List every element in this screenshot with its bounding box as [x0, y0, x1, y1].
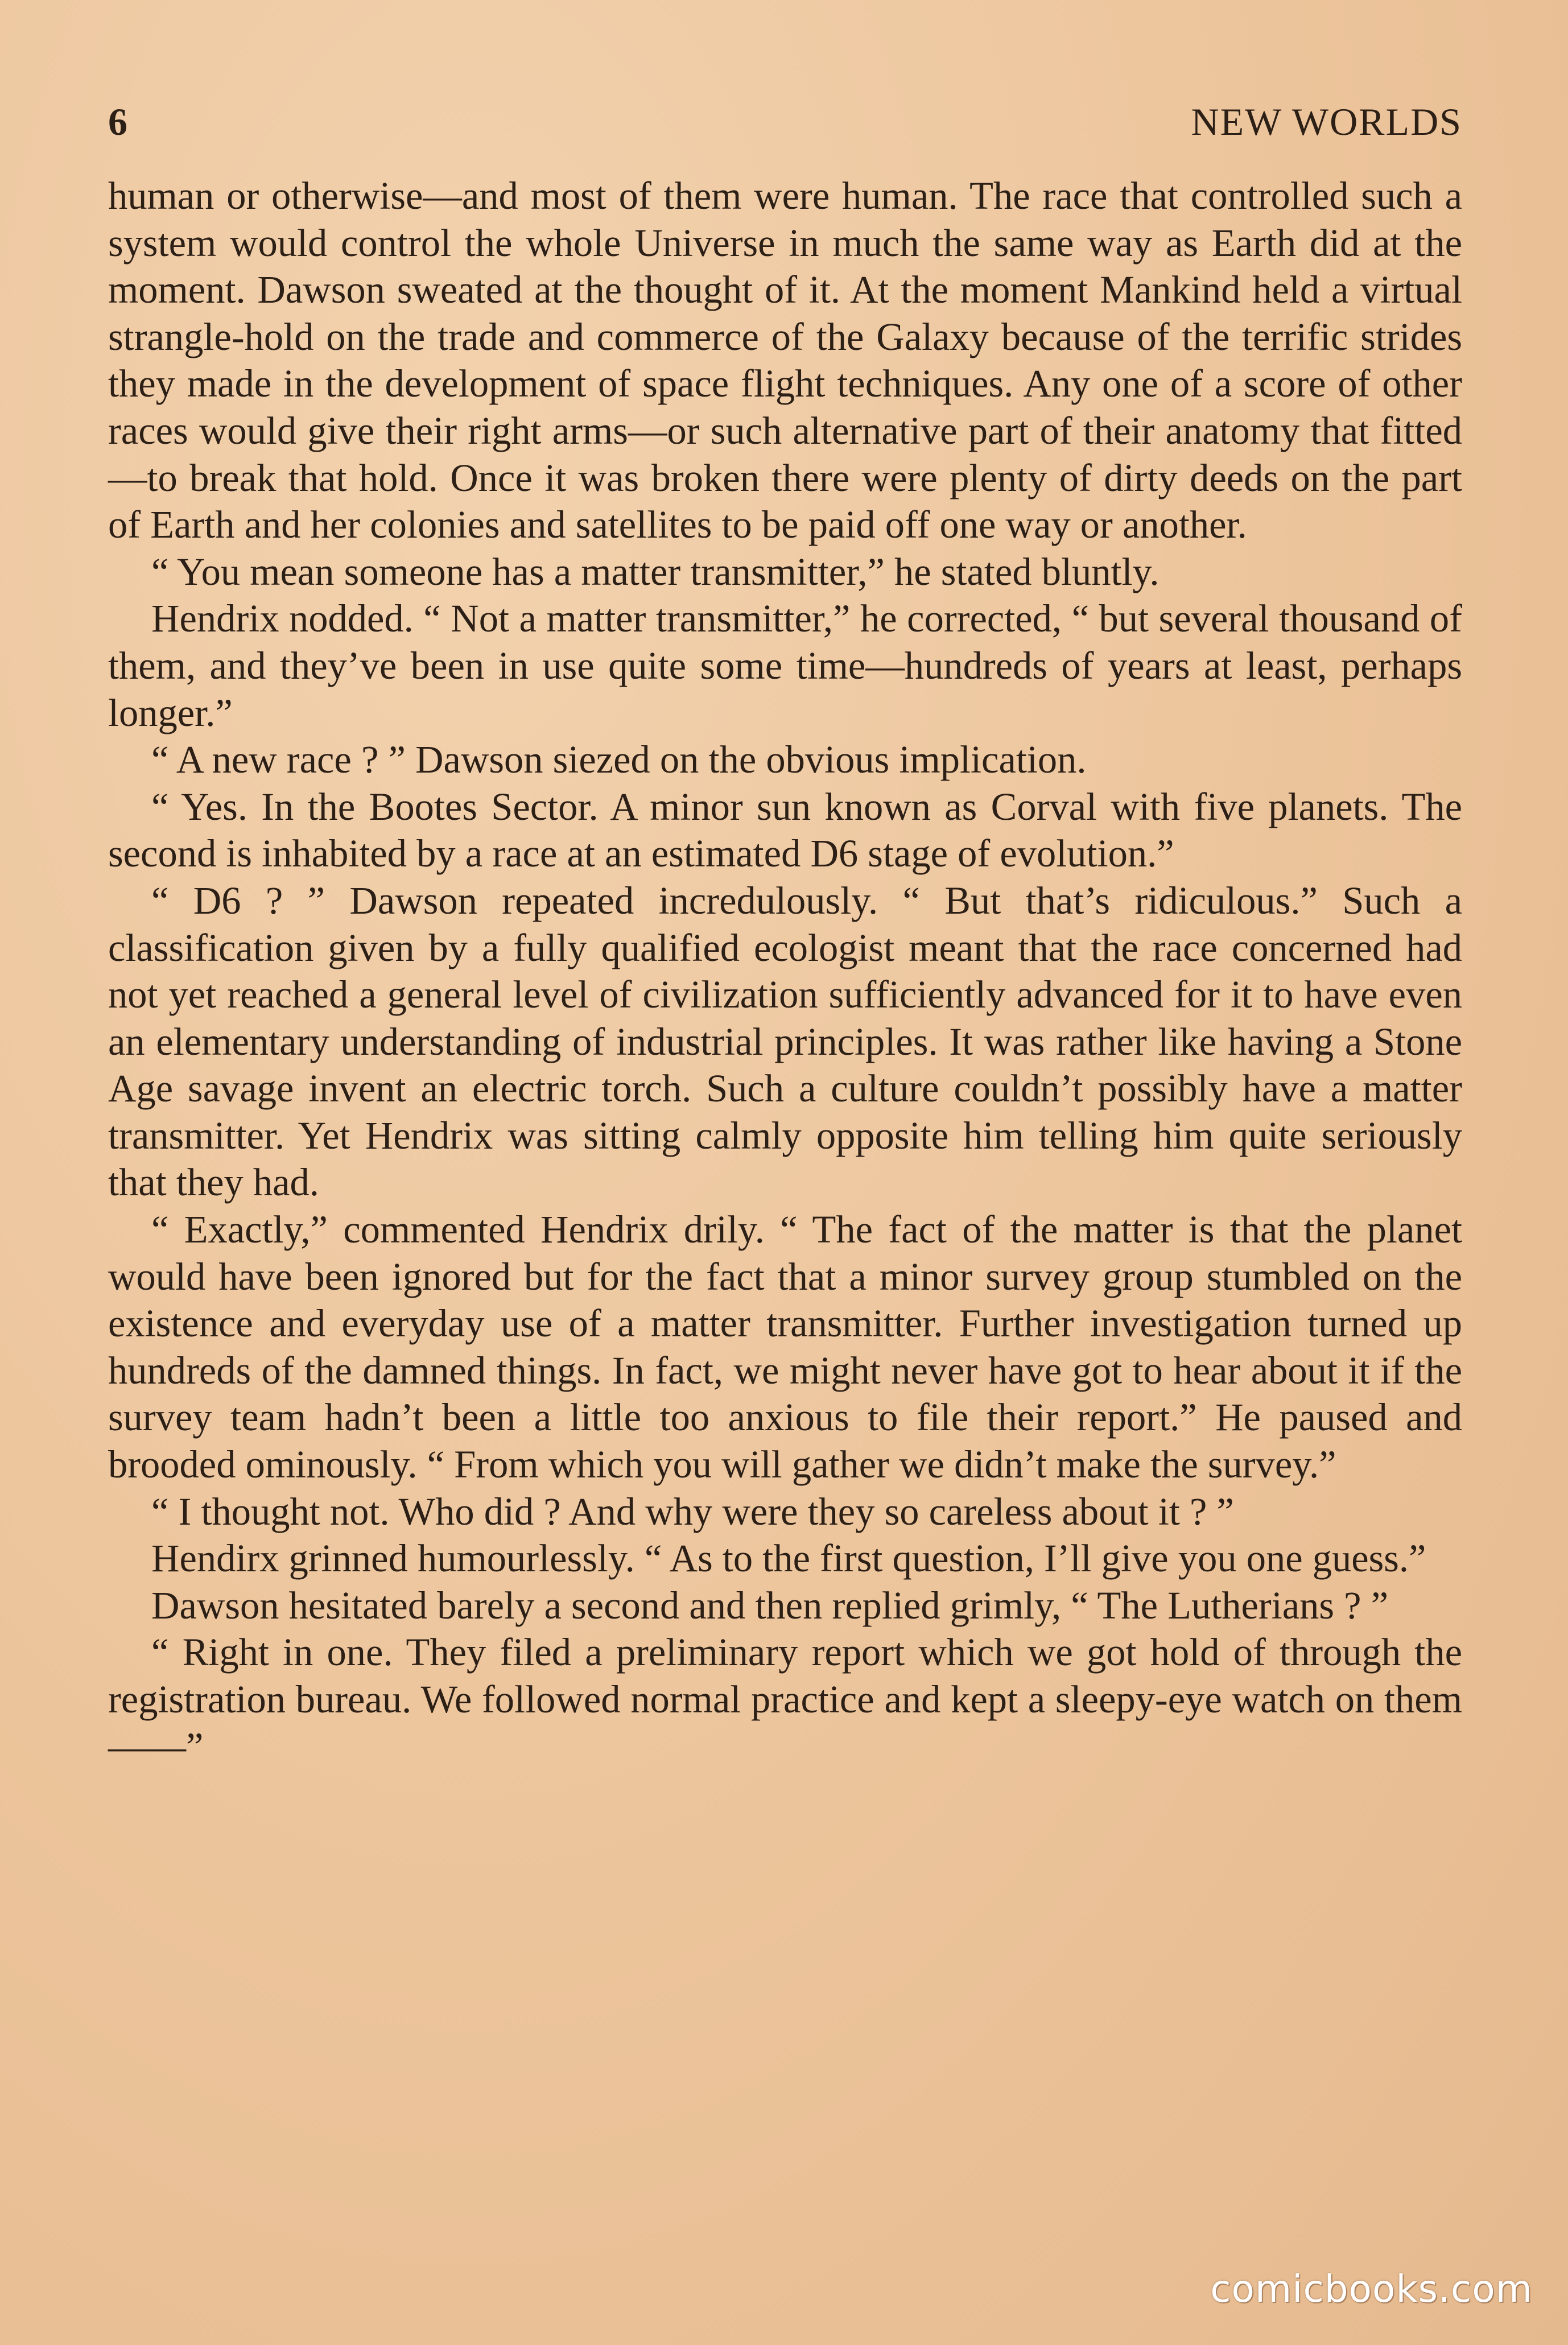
book-page: [108, 100, 1462, 1770]
paragraph: “ D6 ? ” Dawson repeated incredulously. “ But that’s ridiculous.” Such a classification given by a fully qualified ecologist meant that the race concerned had not yet reached a general level of civilization sufficiently advanced for it to have even an elementary understanding of industrial principles. It was rather like having a Stone Age savage invent an electric torch. Such a culture couldn’t possibly have a matter transmitter. Yet Hendrix was sitting calmly opposite him telling him quite seriously that they had.: [108, 878, 1462, 1204]
page-number: 6: [108, 100, 129, 143]
paragraph: Hendrix nodded. “ Not a matter transmitter,” he corrected, “ but several thousand of them, and they’ve been in use quite some time—hundreds of years at least, perhaps longer.”: [108, 597, 1462, 734]
paragraph: “ Right in one. They filed a preliminary report which we got hold of through the registration bureau. We followed normal practice and kept a sleepy-eye watch on them——”: [108, 1630, 1462, 1768]
paragraph: “ I thought not. Who did ? And why were they so careless about it ? ”: [151, 1489, 1234, 1533]
paragraph: “ A new race ? ” Dawson siezed on the obvious implication.: [151, 738, 1087, 782]
paragraph: “ Yes. In the Bootes Sector. A minor sun known as Corval with five planets. The second is inhabited by a race at an estimated D6 stage of evolution.”: [108, 785, 1462, 876]
paragraph: “ You mean someone has a matter transmitter,” he stated bluntly.: [151, 550, 1160, 593]
watermark: comicbooks.com: [1210, 2267, 1533, 2311]
running-head: [108, 100, 1462, 162]
running-title: NEW WORLDS: [1191, 100, 1462, 143]
paragraph: human or otherwise—and most of them were human. The race that controlled such a system would control the whole Universe in much the same way as Earth did at the moment. Dawson sweated at the thought of it. At the moment Mankind held a virtual strangle-hold on the trade and commerce of the Galaxy because of the terrific strides they made in the development of space flight techniques. Any one of a score of other races would give their right arms—or such alternative part of their anatomy that fitted—to break that hold. Once it was broken there were plenty of dirty deeds on the part of Earth and her colonies and satellites to be paid off one way or another.: [108, 174, 1462, 547]
paragraph: “ Exactly,” commented Hendrix drily. “ The fact of the matter is that the planet would have been ignored but for the fact that a minor survey group stumbled on the existence and everyday use of a matter transmitter. Further investigation turned up hundreds of the damned things. In fact, we might never have got to hear about it if the survey team hadn’t been a little too anxious to file their report.” He paused and brooded ominously. “ From which you will gather we didn’t make the survey.”: [108, 1208, 1462, 1487]
paragraph: Dawson hesitated barely a second and then replied grimly, “ The Lutherians ? ”: [151, 1583, 1389, 1627]
paragraph: Hendirx grinned humourlessly. “ As to the first question, I’ll give you one guess.”: [151, 1537, 1426, 1580]
body-text: [108, 172, 1462, 1770]
